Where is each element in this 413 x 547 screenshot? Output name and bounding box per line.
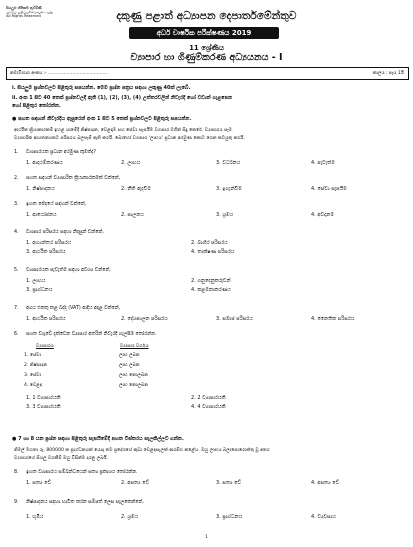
question-number: 8. — [14, 470, 19, 475]
question-stem: ව්‍යාපාරයක පැවැත්ම සඳහා අවශ්‍ය වන්නේ, — [26, 268, 111, 273]
question-1 — [14, 150, 404, 156]
option[interactable]: 2. ශ්‍රමය — [121, 514, 139, 520]
question-number: 3. — [14, 202, 19, 207]
question-4 — [14, 230, 404, 236]
page-number: 1 — [205, 534, 208, 539]
question-stem: ව්‍යාපාර පරිසරය සඳහා නිදසුන් වන්නේ, — [26, 230, 104, 235]
option[interactable]: 3. සත්‍ය වේ — [216, 480, 242, 486]
option[interactable]: 4. ව්‍යවසාය — [311, 514, 336, 520]
option[interactable]: 3. 3 ව්‍යාපාරයකි — [26, 404, 61, 411]
option[interactable]: 3. වර්ධනය — [216, 160, 241, 166]
question-stem: ඉහත ව්‍යාපාරය සම්බන්ධයෙන් සත්‍ය ප්‍රකාශය තෝරන්න. — [26, 470, 138, 475]
table-row — [24, 353, 224, 359]
name-time-box — [6, 67, 409, 80]
question-7 — [14, 306, 404, 312]
subject-title: ව්‍යාපාර හා ගිණුම්කරණ අධ්‍යයනය - I — [130, 52, 283, 63]
option[interactable]: 1. ආයෝජනය — [26, 212, 57, 218]
question-stem: පහත සඳහන් ව්‍යාපාරික ක්‍රියාකාරකමක් වන්නේ, — [26, 176, 121, 181]
question-3-options — [26, 212, 406, 218]
question-number: 7. — [14, 306, 19, 311]
question-2 — [14, 176, 404, 182]
option[interactable]: 4. නෛතික පරිසරය — [311, 316, 355, 322]
option[interactable]: 1. සත්‍ය වේ — [26, 480, 52, 486]
name-field-label: නම/විභාග අංකය :- .......................................... — [10, 71, 109, 76]
table-col-business: ව්‍යාපාරය — [36, 344, 54, 349]
table-row — [24, 363, 224, 369]
option[interactable]: 4. අවදානම — [311, 212, 334, 218]
row-number: 3. — [24, 373, 29, 378]
option[interactable]: 4. තාක්ෂණ පරිසරය — [191, 249, 235, 256]
instruction-ii-b: හෝ පිළිතුර තෝරන්න. — [12, 103, 61, 109]
department-title: දකුණු පළාත් අධ්‍යාපන දෙපාර්තමේන්තුව — [116, 10, 297, 22]
question-number: 6. — [14, 332, 19, 337]
row-business: සේවා — [29, 353, 42, 358]
option[interactable]: 2. අසත්‍ය වේ — [121, 480, 150, 486]
exam-title-bar: අර්ධ වාර්ෂික පරීක්ෂණය 2019 — [129, 27, 279, 39]
question-stem: පහත වගුවේ දැක්වෙන ව්‍යාපාර අතරින් නිවැරදි ගැලපීම තෝරන්න. — [26, 332, 157, 337]
option[interactable]: 3. ආර්ථික පරිසරය — [26, 249, 66, 256]
copyright-sinhala: සියලුම හිමිකම් ඇවිරිණි — [6, 6, 42, 10]
table-col-type: ව්‍යාපාර වර්ගය — [120, 344, 149, 349]
question-stem: ඉහත ඡේදයේ සඳහන් වන්නේ, — [26, 202, 87, 207]
question-5-options — [26, 278, 356, 294]
option[interactable]: 4. අසත්‍ය වේ — [311, 480, 340, 486]
time-label: කාලය : පැය 1යි — [372, 71, 404, 76]
option[interactable]: 1. ලාභය — [26, 278, 46, 284]
option[interactable]: 4. පැවැත්ම — [311, 160, 335, 166]
row-type: ලාභ නොලබන — [119, 373, 148, 378]
question-1-options — [26, 160, 406, 166]
row-business: වෙළඳ — [29, 383, 43, 388]
question-stem: ව්‍යාපාරයක ප්‍රධාන අරමුණ කුමක්ද? — [26, 150, 96, 155]
question-stem: අගය එකතු කළ බද්ද (VAT) ආදිය අදාළ වන්නේ, — [26, 306, 121, 311]
section2-heading: ● 7 හා 8 යන ප්‍රශ්න සඳහා පිළිතුරු සැපයීමේදී පහත විස්තරය සැලකිල්ලට ගන්න. — [12, 436, 184, 442]
option[interactable]: 2. බාහිර පරිසරය — [191, 240, 228, 246]
question-8 — [14, 470, 404, 476]
option[interactable]: 1. නිෂ්පාදනය — [26, 186, 55, 192]
grade-label: 11 ශ්‍රේණිය — [189, 44, 224, 52]
question-8-options — [26, 480, 406, 486]
row-type: ලාභ ලබන — [119, 353, 140, 358]
question-6 — [14, 332, 404, 338]
option[interactable]: 1. ආර්ථික පරිසරය — [26, 316, 66, 322]
copyright-tamil: முழுப் பதிப்புரிமையுடையது — [6, 10, 54, 15]
option[interactable]: 3. ශ්‍රමය — [216, 212, 234, 218]
option[interactable]: 2. ගනුදෙනුකරුවන් — [191, 278, 231, 284]
option[interactable]: 3. ප්‍රාග්ධනය — [216, 514, 243, 520]
question-number: 5. — [14, 268, 19, 273]
question-9 — [14, 500, 404, 506]
option[interactable]: 1. ආදායම්කරණය — [26, 160, 63, 166]
section1-heading: ● පහත සඳහන් නිවැරදිය ඇසුරෙන් අංක 1 සිට 5 තෙක් ප්‍රශ්නවලට පිළිතුරු සපයන්න. — [12, 116, 192, 122]
option[interactable]: 3. ප්‍රාග්ධනය — [26, 287, 53, 294]
question-2-options — [26, 186, 406, 192]
instruction-i: i. සියලුම ප්‍රශ්නවලට පිළිතුරු සපයන්න. මෙම ප්‍රශ්න පත්‍රය සඳහා ලකුණු 40ක් ලැබේ. — [12, 85, 191, 91]
copyright-english: All Rights Reserved — [6, 14, 41, 19]
option[interactable]: 1. අභ්‍යන්තර පරිසරය — [26, 240, 72, 246]
option[interactable]: 1. භූමිය — [26, 514, 44, 520]
option[interactable]: 2. දේශපාලන පරිසරය — [121, 316, 168, 322]
option[interactable]: 1. 1 ව්‍යාපාරයකි — [26, 395, 61, 401]
option[interactable]: 3. ඉගැන්වීම — [216, 186, 242, 192]
row-business: සේවා — [29, 373, 42, 378]
table-row — [24, 383, 224, 389]
instruction-ii-a: ii. අංක 1 සිට 40 තෙක් ප්‍රශ්නවලදී ඇති (1), (2), (3), (4) උත්තරවලින් නිවැරදි හෝ වඩාත් ගැළපෙන — [12, 95, 233, 101]
section2-passage-1: නිමල් මහතා රු. 800000 ක ප්‍රාග්ධනයක් යොදා තම ප්‍රදේශයේ කුඩා වෙළඳසැලක් ආරම්භ කළේය. ඔහු ලාභය බලාපොරොත්තු වූ අතර — [14, 448, 270, 453]
row-number: 1. — [24, 353, 29, 358]
table-row — [24, 373, 224, 379]
question-7-options — [26, 316, 406, 322]
section1-passage-2: ව්‍යාපාරික ආයතනයකට පරිසරය බලපෑම් ඇති කරයි. බොහෝ ව්‍යාපාර 'ලාභය' ප්‍රධාන අරමුණ කොට ගෙන කටයුතු කරයි. — [14, 136, 245, 141]
question-number: 1. — [14, 150, 19, 155]
question-number: 9. — [14, 500, 19, 505]
question-9-options — [26, 514, 406, 520]
option[interactable]: 2. 2 ව්‍යාපාරයකි — [191, 395, 226, 401]
option[interactable]: 3. සමාජ පරිසරය — [216, 316, 253, 322]
row-number: 4. — [24, 383, 29, 388]
row-type: ලාභ ලබන — [119, 363, 140, 368]
option[interactable]: 2. පාලනය — [121, 212, 144, 218]
row-type: ලාභ නොලබන — [119, 383, 148, 388]
question-6-options — [26, 395, 356, 411]
question-5 — [14, 268, 404, 274]
option[interactable]: 4. 4 ව්‍යාපාරයකි — [191, 404, 226, 411]
option[interactable]: 4. සේවා සැපයීම — [311, 186, 347, 192]
question-4-options — [26, 240, 356, 256]
question-stem: නිෂ්පාදනය සඳහා භාවිත කරන සම්පත් ලෙස සැලකෙන්නේ, — [26, 500, 144, 505]
question-3 — [14, 202, 404, 208]
section1-passage-1: ආර්ථික ක්‍රියාකාරකම් ඉහළ යාමේදී නිෂ්පාදන, වෙළඳාම සහ සේවා සැපයීම ව්‍යාපාර මගින් සිදු කෙරේ. ව්‍යාපාරය සෑම — [14, 128, 232, 133]
row-number: 2. — [24, 363, 29, 368]
section2-passage-2: ව්‍යාපාරයේ සියලු වගකීම් ඔහු විසින්ම දරනු ලබයි. — [14, 456, 109, 461]
option[interactable]: 2. නීති ඇදවීම — [121, 186, 151, 192]
option[interactable]: 4. කළමනාකරණය — [191, 287, 231, 294]
question-number: 4. — [14, 230, 19, 235]
question-number: 2. — [14, 176, 19, 181]
row-business: නිෂ්පාදන — [29, 363, 48, 368]
option[interactable]: 2. ලාභය — [121, 160, 141, 166]
